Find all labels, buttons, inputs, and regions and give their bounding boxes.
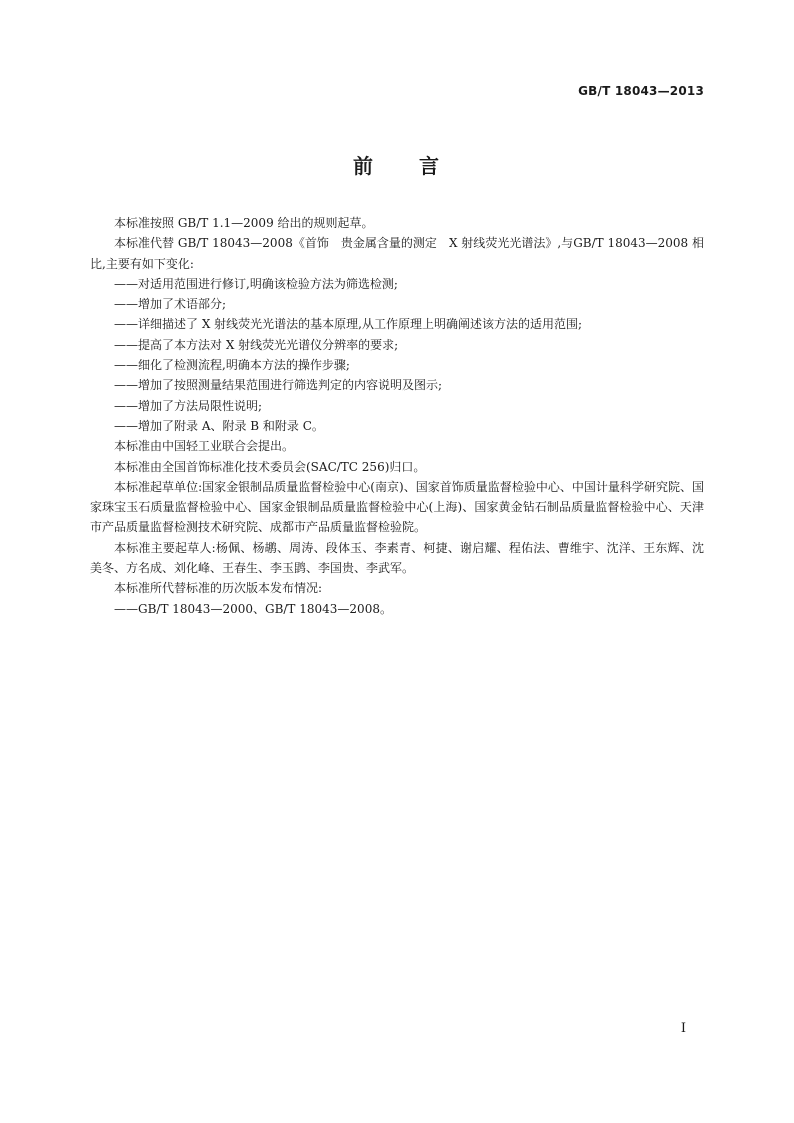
list-item: ——增加了方法局限性说明; xyxy=(114,398,263,413)
page-number: I xyxy=(680,1021,686,1036)
list-item: ——对适用范围进行修订,明确该检验方法为筛选检测; xyxy=(114,276,398,291)
list-item: ——详细描述了 X 射线荧光光谱法的基本原理,从工作原理上明确阐述该方法的适用范围; xyxy=(114,317,583,332)
list-item: ——细化了检测流程,明确本方法的操作步骤; xyxy=(114,358,350,373)
list-item: ——增加了按照测量结果范围进行筛选判定的内容说明及图示; xyxy=(114,378,443,393)
page-title: 前 言 xyxy=(353,154,441,178)
list-item: ——增加了术语部分; xyxy=(114,297,227,312)
list-item: ——提高了本方法对 X 射线荧光光谱仪分辨率的要求; xyxy=(114,337,399,352)
standard-number: GB/T 18043—2013 xyxy=(578,84,704,98)
paragraph: 本标准按照 GB/T 1.1—2009 给出的规则起草。 xyxy=(114,216,374,230)
paragraph: 本标准主要起草人:杨佩、杨鹕、周涛、段体玉、李素青、柯捷、谢启耀、程佑法、曹维宇、沈洋、王东辉、沈美冬、方名成、刘化峰、王春生、李玉鹍、李国贵、李武军。 xyxy=(90,540,704,576)
paragraph: 本标准由中国轻工业联合会提出。 xyxy=(114,439,295,454)
paragraph: 本标准所代替标准的历次版本发布情况: xyxy=(114,581,323,596)
paragraph: 本标准由全国首饰标准化技术委员会(SAC/TC 256)归口。 xyxy=(114,459,426,474)
list-item: ——增加了附录 A、附录 B 和附录 C。 xyxy=(114,418,324,433)
foreword-body xyxy=(90,213,704,619)
paragraph: 本标准起草单位:国家金银制品质量监督检验中心(南京)、国家首饰质量监督检验中心、中国计量科学研究院、国家珠宝玉石质量监督检验中心、国家金银制品质量监督检验中心(上海)、国家黄金钻石制品质量监督检验中心、天津市产品质量监督检测技术研究院、成都市产品质量监督检验院。 xyxy=(90,479,704,535)
paragraph: 本标准代替 GB/T 18043—2008《首饰 贵金属含量的测定 X 射线荧光光谱法》,与GB/T 18043—2008 相比,主要有如下变化: xyxy=(90,236,704,271)
list-item: ——GB/T 18043—2000、GB/T 18043—2008。 xyxy=(114,601,392,616)
